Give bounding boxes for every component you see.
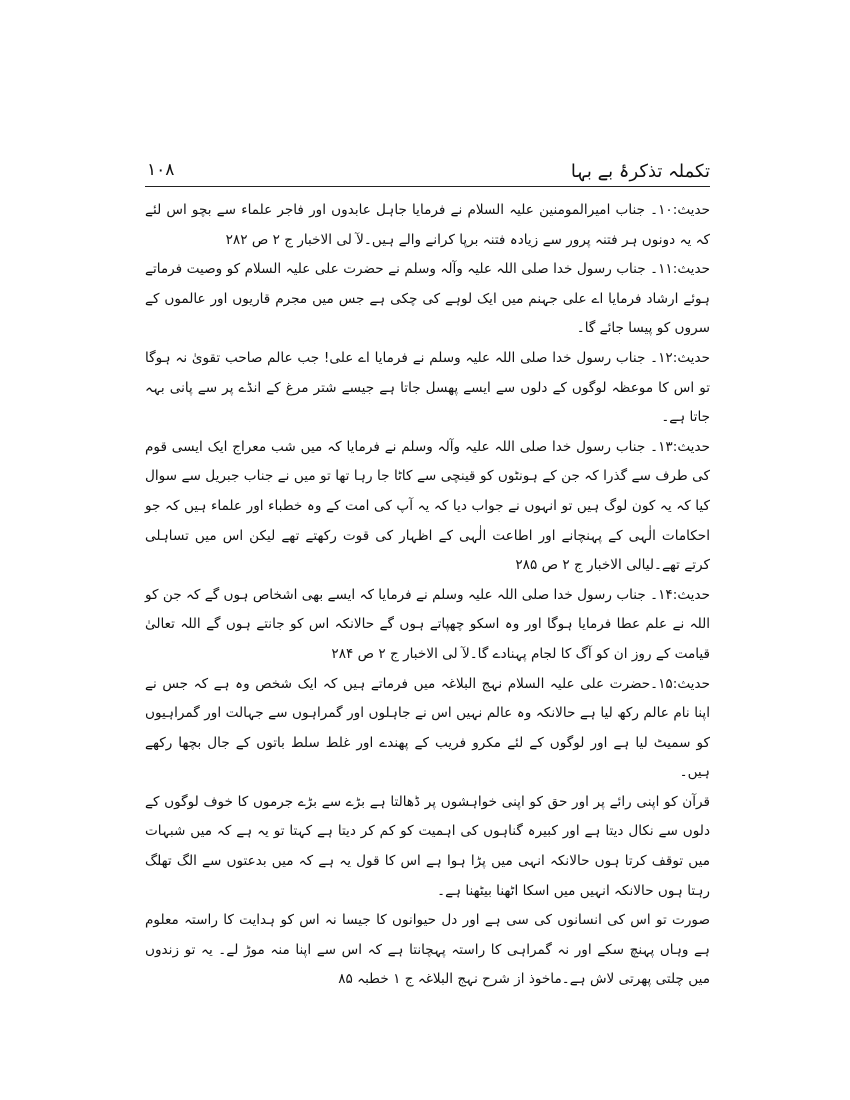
text-line: حدیث:۱۴۔ جناب رسول خدا صلی اللہ علیہ وسلم نے فرمایا کہ ایسے بھی اشخاص ہوں گے کہ جن کو اللہ نے علم عطا [145, 586, 710, 633]
text-line: قرآن کو اپنی رائے پر اور حق کو اپنی خواہشوں پر ڈھالتا ہے بڑے سے بڑے جرموں کا خوف لوگوں کے دلوں [145, 793, 710, 840]
text-line: قوت رکھتے تھے لیکن اس میں تساہلی کرتے تھے۔لیالی الاخبار ج ۲ ص ۲۸۵ [145, 527, 710, 574]
hadith-15-paragraph [145, 670, 710, 788]
hadith-10-paragraph [145, 196, 710, 255]
hadith-13-paragraph [145, 433, 710, 581]
text-line: گمراہی کا راستہ پہچانتا ہے کہ اس سے اپنا منہ موڑ لے۔ یہ تو زندوں میں چلتی پھرتی لاش ہے۔ماخوذ از شرح نہج البلاغہ [145, 941, 710, 988]
text-line: فرمایا اے علی جہنم میں ایک لوہے کی چکی ہے جس میں مجرم قاریوں اور عالموں کے سروں کو پیسا جائے گا۔ [145, 290, 710, 337]
page-number: ۱۰۸ [147, 160, 175, 180]
continuation-paragraph [145, 906, 710, 995]
text-line: ہر فتنہ پرور سے زیادہ فتنہ برپا کرانے والے ہیں۔لآ لی الاخبار ج ۲ ص ۲۸۲ [225, 231, 638, 248]
text-line: میں پڑا ہوا ہے اس کا قول یہ ہے کہ میں بدعتوں سے الگ تھلگ رہتا ہوں حالانکہ انہیں میں اسکا اٹھنا بیٹھنا ہے۔ [145, 853, 710, 899]
hadith-11-paragraph [145, 255, 710, 344]
text-line: پہنادے گا۔لآ لی الاخبار ج ۲ ص ۲۸۴ [331, 645, 527, 662]
text-line: حدیث:۱۵۔حضرت علی علیہ السلام نہج البلاغہ میں فرماتے ہیں کہ ایک شخص وہ ہے کہ جس نے اپنا نام عالم رکھ لیا [145, 675, 710, 722]
text-line: حدیث:۱۲۔ جناب رسول خدا صلی اللہ علیہ وسلم نے فرمایا اے علی! جب عالم صاحب تقویٰ نہ ہوگا تو اس کا [145, 349, 710, 396]
running-title: تکملہ تذکرۂ بے بہا [570, 161, 710, 182]
text-line: حدیث:۱۱۔ جناب رسول خدا صلی اللہ علیہ وآلہ وسلم نے حضرت علی علیہ السلام کو وصیت فرماتے ہوئے ارشاد [145, 261, 711, 307]
page-header [145, 150, 710, 187]
text-line: گذرا کہ جن کے ہونٹوں کو قینچی سے کاٹا جا رہا تھا تو میں نے جناب جبریل سے سوال کیا کہ یہ کون لوگ ہیں تو انہوں نے [145, 468, 710, 514]
text-line: حدیث:۱۳۔ جناب رسول خدا صلی اللہ علیہ وآلہ وسلم نے فرمایا کہ میں شب معراج ایک ایسی قوم کی طرف سے [145, 438, 710, 485]
text-line: حدیث:۱۰۔ جناب امیرالمومنین علیہ السلام نے فرمایا جاہل عابدوں اور فاجر علماء سے بچو اس لئے کہ یہ دونوں [145, 202, 710, 248]
text-line: فریب کے پھندے اور غلط سلط باتوں کے جال بچھا رکھے ہیں۔ [145, 734, 710, 781]
text-line: موعظہ لوگوں کے دلوں سے ایسے پھسل جاتا ہے جیسے شتر مرغ کے انڈے پر سے پانی بہہ جاتا ہے۔ [145, 379, 710, 426]
source-citation: ج ۱ خطبہ ۸۵ [338, 971, 414, 988]
continuation-paragraph [145, 788, 710, 906]
text-line: سے نکال دیتا ہے اور کبیرہ گناہوں کی اہمیت کو کم کر دیتا ہے کہتا تو یہ ہے کہ میں شبہات میں توقف کرتا ہوں حالانکہ انہی [145, 823, 710, 870]
text-line: فرمایا ہوگا اور وہ اسکو چھپاتے ہوں گے حالانکہ اس کو جانتے ہوں گے اللہ تعالیٰ قیامت کے روز ان کو آگ کا لجام [145, 616, 710, 662]
page-body [145, 196, 710, 995]
text-line: ہے حالانکہ وہ عالم نہیں اس نے جاہلوں اور گمراہوں سے جہالت اور گمراہیوں کو سمیٹ لیا ہے اور لوگوں کے لئے مکرو [145, 705, 710, 751]
text-line: جواب دیا کہ یہ آپ کی امت کے وہ خطباء اور علماء ہیں کہ جو احکامات الٰہی کے پہنچانے اور اطاعت الٰہی کے اظہار کی [145, 497, 710, 544]
text-line: صورت تو اس کی انسانوں کی سی ہے اور دل حیوانوں کا جیسا نہ اس کو ہدایت کا راستہ معلوم ہے وہاں پہنچ سکے اور نہ [145, 912, 710, 958]
hadith-12-paragraph [145, 344, 710, 433]
hadith-14-paragraph [145, 581, 710, 670]
